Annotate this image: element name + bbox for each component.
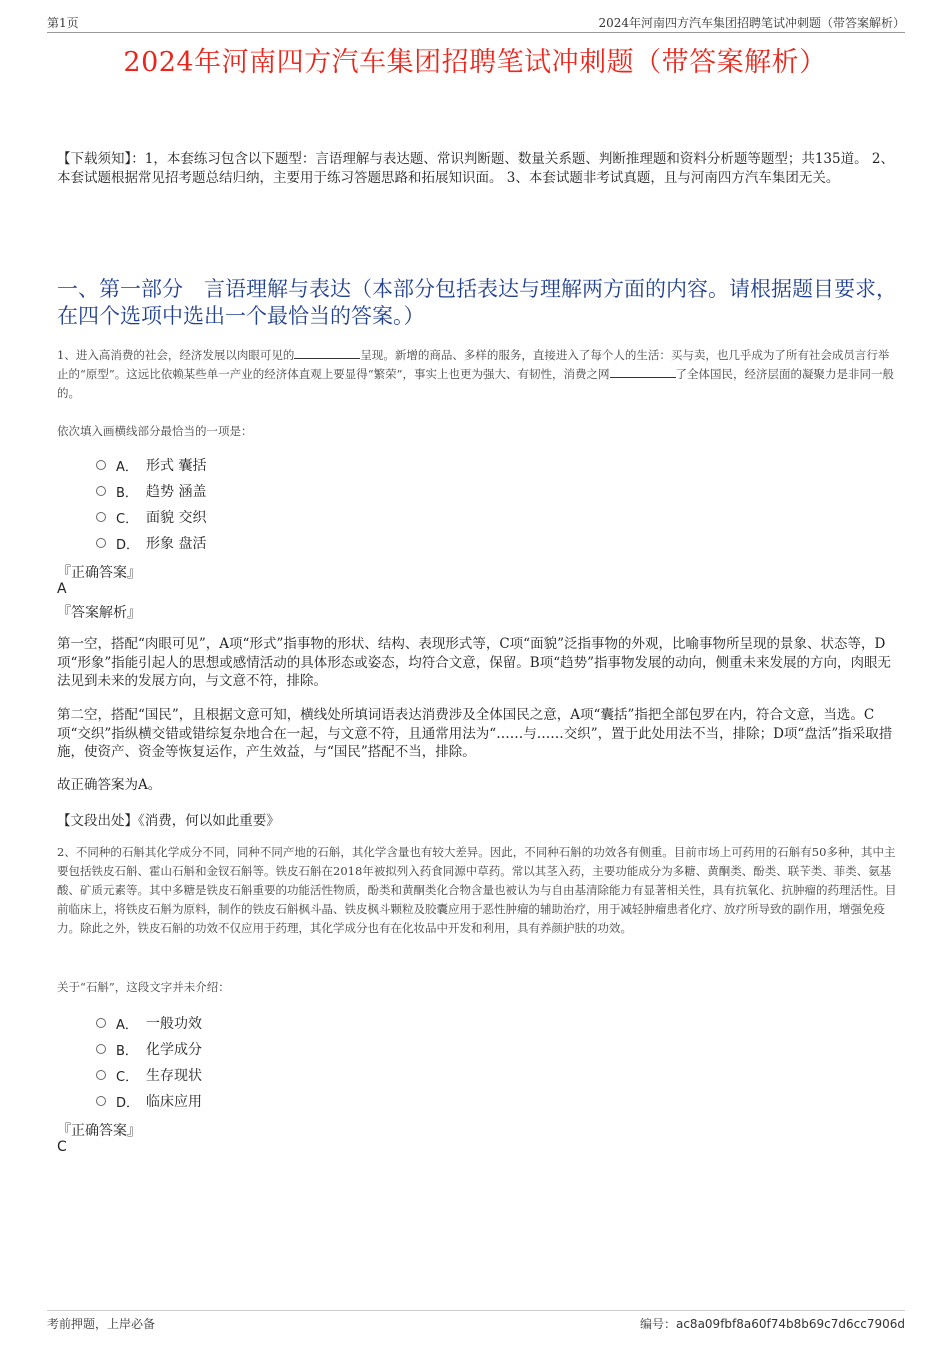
radio-icon[interactable] xyxy=(96,512,106,522)
option-b[interactable] xyxy=(96,1036,202,1062)
option-text: 生存现状 xyxy=(146,1068,202,1084)
analysis-conclusion: 故正确答案为A。 xyxy=(57,777,162,793)
option-b[interactable] xyxy=(96,478,206,504)
answer-blank-2 xyxy=(610,365,676,378)
radio-icon[interactable] xyxy=(96,1070,106,1080)
option-letter: C． xyxy=(116,1069,139,1085)
option-letter: B． xyxy=(116,1043,138,1059)
option-d[interactable] xyxy=(96,1088,202,1114)
option-letter: D． xyxy=(116,1095,140,1111)
correct-answer-label: 『正确答案』 xyxy=(57,565,141,581)
analysis-label: 『答案解析』 xyxy=(57,605,141,621)
option-a[interactable] xyxy=(96,452,206,478)
footer-slogan: 考前押题，上岸必备 xyxy=(47,1317,156,1331)
analysis-paragraph-2: 第二空，搭配“国民”，且根据文意可知，横线处所填词语表达消费涉及全体国民之意，A项“囊括”指把全部包罗在内，符合文意，当选。C项“交织”指纵横交错或错综复杂地合在一起，与文意不符，且通常用法为“……与……交织”，置于此处用法不当，排除；D项“盘活”指采取措施，使资产、资金等恢复运作，产生效益，与“国民”搭配不当，排除。 xyxy=(57,707,893,760)
code-value: ac8a09fbf8a60f74b8b69c7d6cc7906d xyxy=(675,1317,905,1331)
option-c[interactable] xyxy=(96,1062,202,1088)
question-2-text: 2、不同种的石斛其化学成分不同，同种不同产地的石斛，其化学含量也有较大差异。因此，不同种石斛的功效各有侧重。目前市场上可药用的石斛有50多种，其中主要包括铁皮石斛、霍山石斛和金钗石斛等。铁皮石斛在2018年被拟列入药食同源中草药。常以其茎入药，主要功能成分为多糖、黄酮类、酚类、联苄类、菲类、氨基酸、矿质元素等。其中多糖是铁皮石斛重要的功能活性物质，酚类和黄酮类化合物含量也被认为与自由基清除能力有显著相关性，具有抗氧化、抗肿瘤的药理活性。目前临床上，将铁皮石斛为原料，制作的铁皮石斛枫斗晶、铁皮枫斗颗粒及胶囊应用于恶性肿瘤的辅助治疗，用于减轻肿瘤患者化疗、放疗所导致的副作用，增强免疫力。除此之外，铁皮石斛的功效不仅应用于药理，其化学成分也有在化妆品中开发和利用，具有养颜护肤的功效。 xyxy=(57,845,897,935)
section-heading: 一、第一部分 言语理解与表达（本部分包括表达与理解两方面的内容。请根据题目要求，在四个选项中选出一个最恰当的答案。） xyxy=(57,277,897,328)
radio-icon[interactable] xyxy=(96,1044,106,1054)
question-1-text-part-b: 呈现。新增的商品、多样的服务，直接进入了每个人的生活：买与卖，也几乎成为了所有社会成员言行举止的“原型”。这远比依赖某些单一产业的经济体直观上要显得“繁荣”，事实上也更为强大、有韧性，消费之网 xyxy=(57,348,890,381)
question-1-options xyxy=(96,452,206,556)
passage-source: 【文段出处】《消费，何以如此重要》 xyxy=(57,813,280,829)
option-a[interactable] xyxy=(96,1010,202,1036)
correct-answer-value: C xyxy=(57,1139,67,1155)
radio-icon[interactable] xyxy=(96,486,106,496)
download-notice: 【下载须知】：1，本套练习包含以下题型：言语理解与表达题、常识判断题、数量关系题、判断推理题和资料分析题等题型；共135道。 2、本套试题根据常见招考题总结归纳，主要用于练习答题思路和拓展知识面。 3、本套试题非考试真题，且与河南四方汽车集团无关。 xyxy=(57,151,894,186)
radio-icon[interactable] xyxy=(96,1018,106,1028)
option-letter: C． xyxy=(116,511,139,527)
code-label: 编号： xyxy=(639,1317,676,1331)
question-1-text-part-a: 1、进入高消费的社会，经济发展以肉眼可见的 xyxy=(57,348,295,362)
radio-icon[interactable] xyxy=(96,460,106,470)
document-code xyxy=(640,1315,905,1332)
option-text: 趋势 涵盖 xyxy=(146,484,207,500)
option-text: 面貌 交织 xyxy=(146,510,207,526)
header-doc-title: 2024年河南四方汽车集团招聘笔试冲刺题（带答案解析） xyxy=(598,16,905,30)
radio-icon[interactable] xyxy=(96,538,106,548)
option-text: 临床应用 xyxy=(146,1094,202,1110)
option-text: 形象 盘活 xyxy=(146,536,207,552)
option-letter: A． xyxy=(116,1017,138,1033)
question-1-text-part-c: 了全体国民，经济层面的凝聚力是非同一般的。 xyxy=(57,367,895,400)
correct-answer-label: 『正确答案』 xyxy=(57,1123,141,1139)
page-footer xyxy=(47,1310,905,1331)
option-c[interactable] xyxy=(96,504,206,530)
option-letter: D． xyxy=(116,537,140,553)
option-text: 一般功效 xyxy=(146,1016,202,1032)
analysis-paragraph-1: 第一空，搭配“肉眼可见”，A项“形式”指事物的形状、结构、表现形式等，C项“面貌”泛指事物的外观，比喻事物所呈现的景象、状态等，D项“形象”指能引起人的思想或感情活动的具体形态或姿态，均符合文意，保留。B项“趋势”指事物发展的动向，侧重未来发展的方向，肉眼无法见到未来的发展方向，与文意不符，排除。 xyxy=(57,636,892,689)
document-title: 2024年河南四方汽车集团招聘笔试冲刺题（带答案解析） xyxy=(123,47,827,78)
question-2-options xyxy=(96,1010,202,1114)
option-letter: B． xyxy=(116,485,138,501)
option-d[interactable] xyxy=(96,530,206,556)
option-text: 形式 囊括 xyxy=(146,458,207,474)
option-letter: A． xyxy=(116,459,138,475)
radio-icon[interactable] xyxy=(96,1096,106,1106)
answer-blank-1 xyxy=(294,346,360,359)
page-header xyxy=(47,14,905,33)
correct-answer-value: A xyxy=(57,581,67,597)
page-number: 第1页 xyxy=(47,16,79,30)
option-text: 化学成分 xyxy=(146,1042,202,1058)
question-1-prompt: 依次填入画横线部分最恰当的一项是： xyxy=(57,424,253,438)
question-2-prompt: 关于“石斛”，这段文字并未介绍： xyxy=(57,980,230,994)
question-1-text xyxy=(57,346,900,403)
